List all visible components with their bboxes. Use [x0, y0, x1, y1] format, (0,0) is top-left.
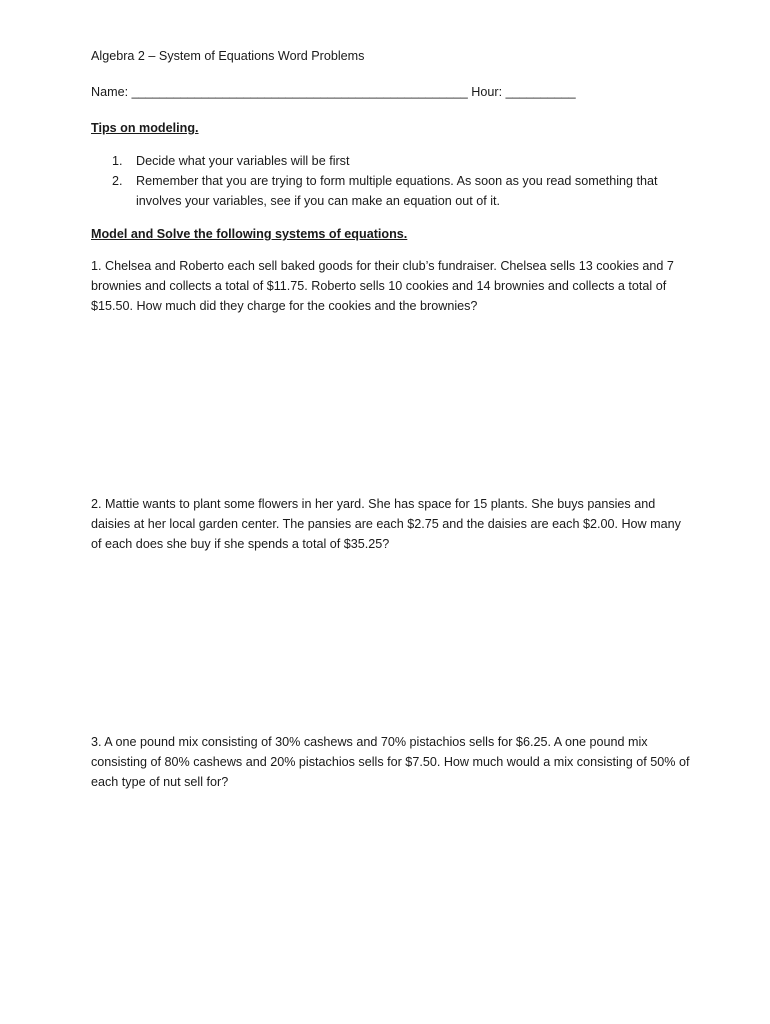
tip-text: Remember that you are trying to form multiple equations. As soon as you read something that involves your variables, see if you can make an equation out of it. [136, 174, 658, 208]
problem-1: 1. Chelsea and Roberto each sell baked goods for their club’s fundraiser. Chelsea sells 13 cookies and 7 brownies and collects a total of $11.75. Roberto sells 10 cookies and 14 brownies and collects a total of $15.50. How much did they charge for the cookies and the brownies? [91, 259, 674, 313]
tips-heading: Tips on modeling. [91, 121, 199, 135]
tip-item [112, 151, 692, 171]
tips-list [112, 151, 692, 211]
name-hour-line: Name: ________________________________________________ Hour: __________ [91, 85, 576, 99]
tip-item [112, 171, 692, 211]
problem-2: 2. Mattie wants to plant some flowers in her yard. She has space for 15 plants. She buys pansies and daisies at her local garden center. The pansies are each $2.75 and the daisies are each $2.00. How many of each does she buy if she spends a total of $35.25? [91, 497, 681, 551]
tip-text: Decide what your variables will be first [136, 154, 350, 168]
tip-number: 1. [112, 154, 123, 168]
problem-3: 3. A one pound mix consisting of 30% cashews and 70% pistachios sells for $6.25. A one pound mix consisting of 80% cashews and 20% pistachios sells for $7.50. How much would a mix consisting of 50% of each type of nut sell for? [91, 735, 690, 789]
instructions-heading: Model and Solve the following systems of equations. [91, 227, 408, 241]
tip-number: 2. [112, 174, 123, 188]
worksheet-title: Algebra 2 – System of Equations Word Problems [91, 49, 365, 63]
